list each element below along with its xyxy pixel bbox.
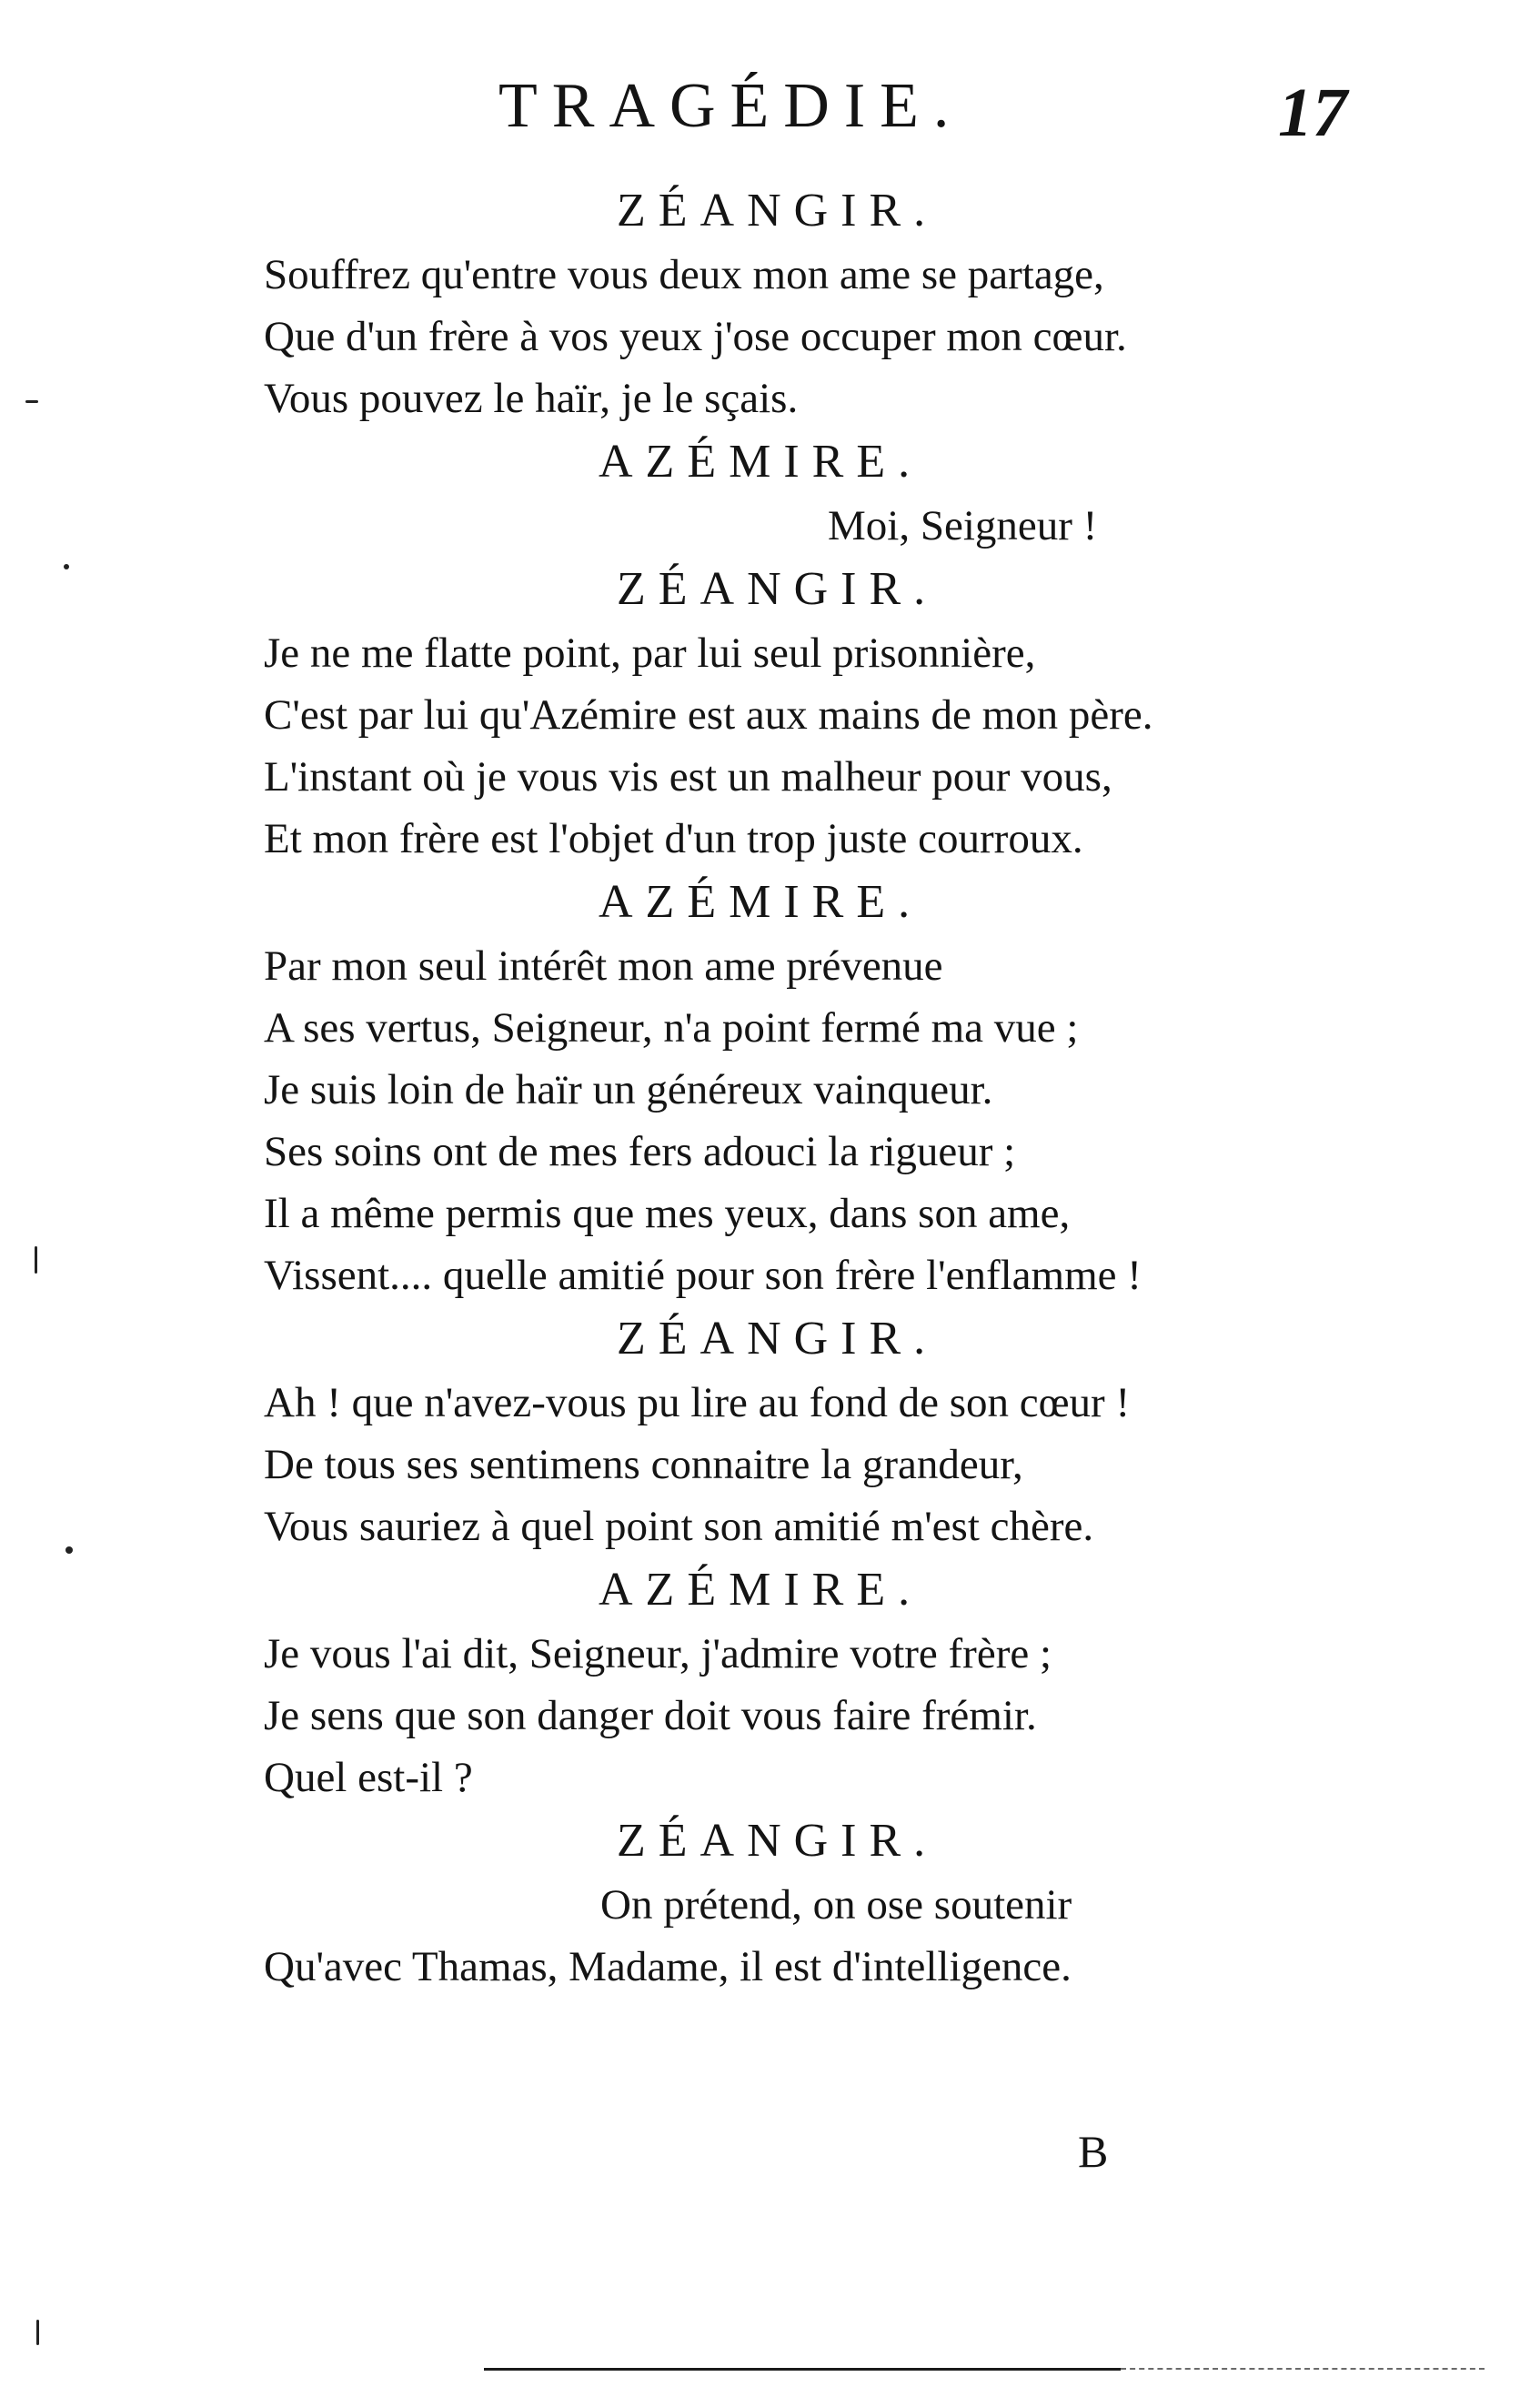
bottom-rule — [484, 2368, 1121, 2371]
scan-speck — [25, 400, 38, 403]
scan-speck — [64, 564, 69, 569]
verse-line: On prétend, on ose soutenir — [600, 1881, 1072, 1929]
verse-line: Moi, Seigneur ! — [828, 502, 1098, 549]
verse-line: Je vous l'ai dit, Seigneur, j'admire votre frère ; — [264, 1630, 1052, 1677]
verse-line: De tous ses sentimens connaitre la grandeur, — [264, 1441, 1023, 1488]
scan-speck — [35, 1246, 37, 1274]
verse-line: Ah ! que n'avez-vous pu lire au fond de son cœur ! — [264, 1379, 1131, 1426]
speaker-name: ZÉANGIR. — [617, 1815, 939, 1867]
verse-line: Souffrez qu'entre vous deux mon ame se partage, — [264, 251, 1104, 298]
speaker-name: AZÉMIRE. — [599, 436, 923, 488]
verse-line: Et mon frère est l'objet d'un trop juste courroux. — [264, 815, 1083, 862]
scan-speck — [36, 2320, 39, 2345]
verse-line: Vous pouvez le haïr, je le sçais. — [264, 375, 799, 422]
verse-line: Quel est-il ? — [264, 1754, 473, 1801]
speaker-name: AZÉMIRE. — [599, 876, 923, 928]
verse-line: Par mon seul intérêt mon ame prévenue — [264, 942, 943, 990]
speaker-name: AZÉMIRE. — [599, 1564, 923, 1616]
verse-line: L'instant où je vous vis est un malheur pour vous, — [264, 753, 1112, 801]
verse-line: Qu'avec Thamas, Madame, il est d'intelligence. — [264, 1943, 1072, 1990]
verse-line: Il a même permis que mes yeux, dans son ame, — [264, 1190, 1071, 1237]
verse-line: A ses vertus, Seigneur, n'a point fermé ma vue ; — [264, 1004, 1079, 1052]
verse-line: Je ne me flatte point, par lui seul prisonnière, — [264, 629, 1036, 677]
verse-line: Vissent.... quelle amitié pour son frère l'enflamme ! — [264, 1252, 1142, 1299]
speaker-name: ZÉANGIR. — [617, 563, 939, 615]
signature-mark: B — [1078, 2126, 1109, 2177]
verse-line: Je sens que son danger doit vous faire frémir. — [264, 1692, 1037, 1739]
running-title: TRAGÉDIE. — [498, 71, 964, 141]
verse-line: Ses soins ont de mes fers adouci la rigueur ; — [264, 1128, 1016, 1175]
verse-line: Que d'un frère à vos yeux j'ose occuper mon cœur. — [264, 313, 1127, 360]
scan-speck — [65, 1546, 73, 1554]
verse-line: Vous sauriez à quel point son amitié m'est chère. — [264, 1503, 1094, 1550]
speaker-name: ZÉANGIR. — [617, 185, 939, 237]
verse-line: C'est par lui qu'Azémire est aux mains de mon père. — [264, 691, 1153, 739]
speaker-name: ZÉANGIR. — [617, 1313, 939, 1365]
bottom-rule-faded — [1121, 2368, 1485, 2370]
page-number: 17 — [1278, 75, 1347, 151]
verse-text-block — [264, 178, 1301, 1998]
verse-line: Je suis loin de haïr un généreux vainqueur. — [264, 1066, 993, 1113]
